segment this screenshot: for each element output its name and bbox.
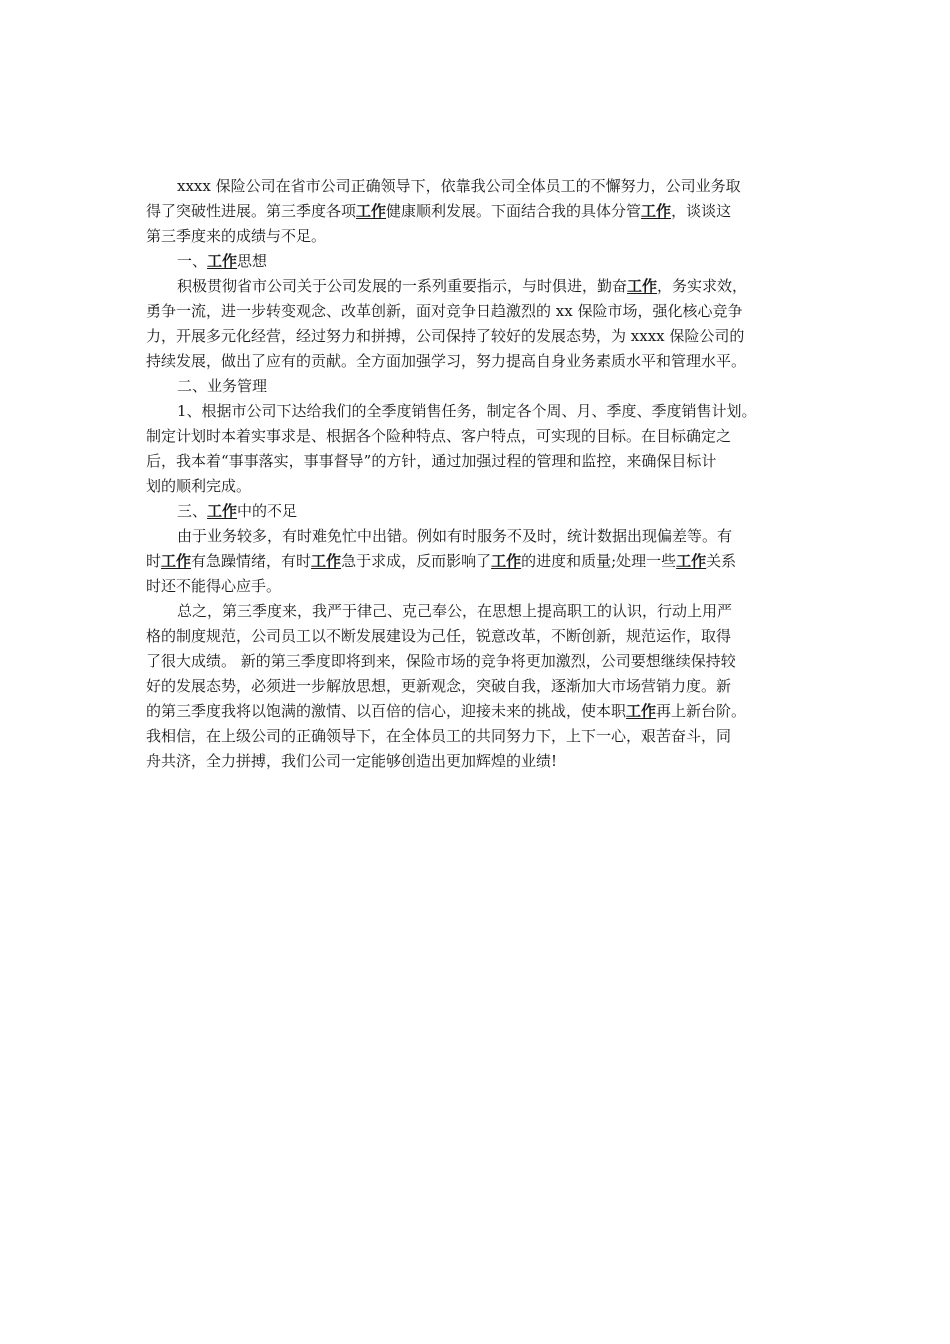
text-line: 1、根据市公司下达给我们的全季度销售任务，制定各个周、月、季度、季度销售计划。 [177,402,757,420]
keyword-link[interactable]: 工作 [311,552,342,570]
text-line: 格的制度规范，公司员工以不断发展建设为己任，锐意改革，不断创新，规范运作，取得 [146,627,732,645]
section-heading-work-thought: 一、工作思想 [177,252,268,270]
text-line: 舟共济，全力拼搏，我们公司一定能够创造出更加辉煌的业绩! [146,752,558,770]
text-line: 好的发展态势，必须进一步解放思想，更新观念，突破自我，逐渐加大市场营销力度。新 [146,677,732,695]
keyword-link[interactable]: 工作 [491,552,522,570]
paragraph-shortcomings [146,524,826,599]
paragraph-intro [146,174,826,249]
text-line: 持续发展，做出了应有的贡献。全方面加强学习，努力提高自身业务素质水平和管理水平。 [146,352,747,370]
text-line: 时还不能得心应手。 [146,577,282,595]
paragraph-work-thought [146,274,826,374]
text-line: 得了突破性进展。第三季度各项工作健康顺利发展。下面结合我的具体分管工作，谈谈这 [146,202,732,220]
document-body [146,174,826,774]
text-line: 后，我本着“事事落实，事事督导”的方针，通过加强过程的管理和监控，来确保目标计 [146,452,717,470]
text-line: 了很大成绩。 新的第三季度即将到来，保险市场的竞争将更加激烈，公司要想继续保持较 [146,652,736,670]
text-line: 总之，第三季度来，我严于律己、克己奉公，在思想上提高职工的认识，行动上用严 [177,602,733,620]
paragraph-conclusion [146,599,826,774]
text-line: 制定计划时本着实事求是、根据各个险种特点、客户特点，可实现的目标。在目标确定之 [146,427,732,445]
paragraph-business-management [146,399,826,499]
keyword-link[interactable]: 工作 [641,202,672,220]
text-line: 由于业务较多，有时难免忙中出错。例如有时服务不及时，统计数据出现偏差等。有 [177,527,733,545]
keyword-link[interactable]: 工作 [161,552,192,570]
text-line: 力，开展多元化经营，经过努力和拼搏，公司保持了较好的发展态势，为 xxxx 保险公司的 [146,327,745,345]
keyword-link[interactable]: 工作 [356,202,387,220]
section-heading-business-management: 二、业务管理 [177,377,268,395]
text-line: 第三季度来的成绩与不足。 [146,227,327,245]
text-line: 积极贯彻省市公司关于公司发展的一系列重要指示，与时俱进，勤奋工作，务实求效， [177,277,748,295]
text-line: 时工作有急躁情绪，有时工作急于求成，反而影响了工作的进度和质量;处理一些工作关系 [146,552,737,570]
text-line: 勇争一流，进一步转变观念、改革创新，面对竞争日趋激烈的 xx 保险市场，强化核心竞争 [146,302,743,320]
keyword-link[interactable]: 工作 [207,252,238,270]
keyword-link[interactable]: 工作 [627,277,658,295]
keyword-link[interactable]: 工作 [676,552,707,570]
keyword-link[interactable]: 工作 [626,702,657,720]
text-line: xxxx 保险公司在省市公司正确领导下，依靠我公司全体员工的不懈努力，公司业务取 [177,177,741,195]
text-line: 我相信，在上级公司的正确领导下，在全体员工的共同努力下，上下一心，艰苦奋斗，同 [146,727,732,745]
text-line: 的第三季度我将以饱满的激情、以百倍的信心，迎接未来的挑战，使本职工作再上新台阶。 [146,702,747,720]
section-heading-shortcomings: 三、工作中的不足 [177,502,298,520]
keyword-link[interactable]: 工作 [207,502,238,520]
text-line: 划的顺利完成。 [146,477,252,495]
